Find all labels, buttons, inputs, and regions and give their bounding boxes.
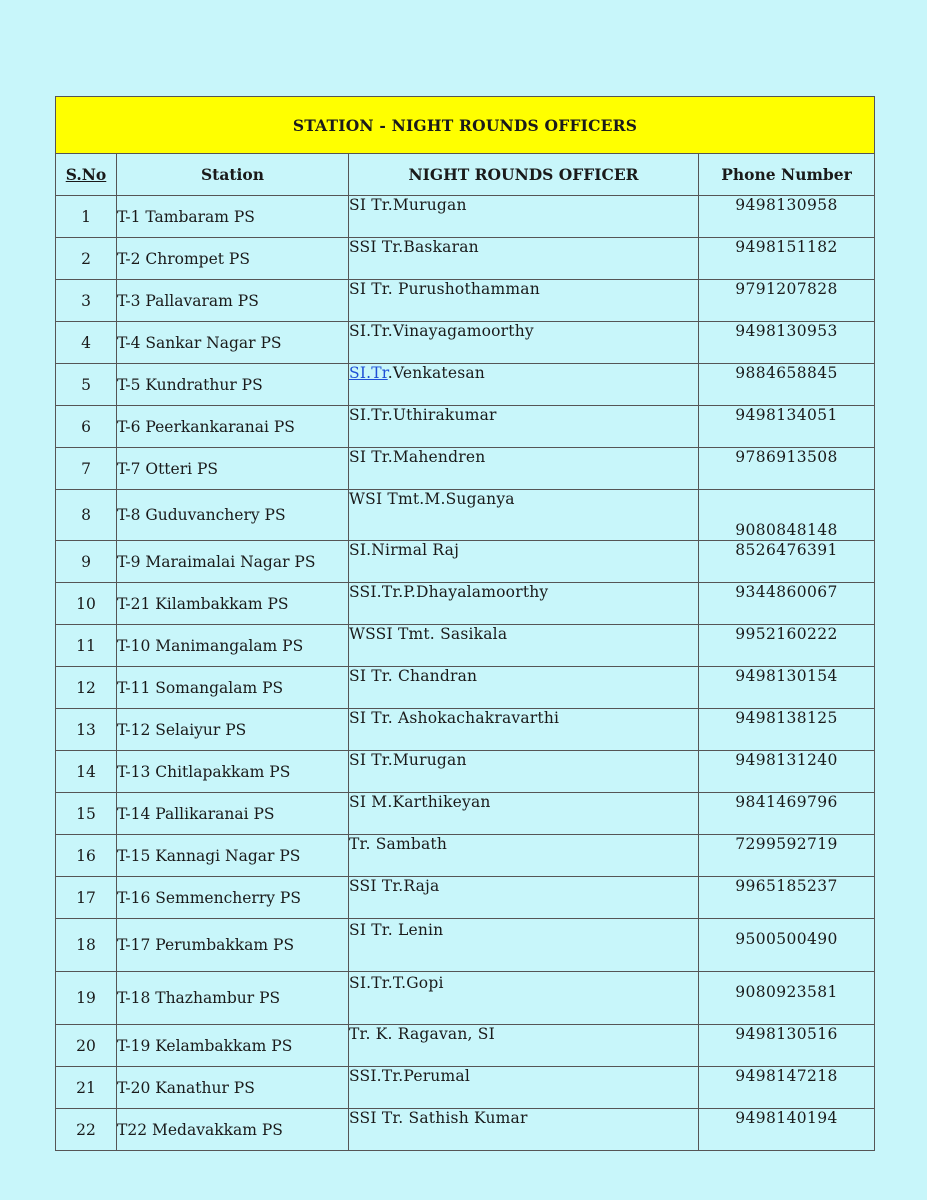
row-sno: 4: [56, 322, 117, 364]
column-header-phone: Phone Number: [699, 154, 875, 196]
row-sno: 7: [56, 448, 117, 490]
row-station: T-10 Manimangalam PS: [117, 625, 349, 667]
row-station: T-17 Perumbakkam PS: [117, 919, 349, 972]
row-station: T-12 Selaiyur PS: [117, 709, 349, 751]
row-phone: 9884658845: [699, 364, 875, 406]
row-sno: 3: [56, 280, 117, 322]
row-phone: 9498130953: [699, 322, 875, 364]
table-title: STATION - NIGHT ROUNDS OFFICERS: [56, 97, 875, 154]
table-row: [56, 280, 875, 322]
table-row: [56, 751, 875, 793]
row-sno: 20: [56, 1025, 117, 1067]
table-row: [56, 877, 875, 919]
row-station: T-6 Peerkankaranai PS: [117, 406, 349, 448]
row-officer: SI Tr.Mahendren: [349, 448, 699, 490]
row-phone: 9498138125: [699, 709, 875, 751]
row-phone: 9498130958: [699, 196, 875, 238]
row-phone: 9498130516: [699, 1025, 875, 1067]
row-phone: 9786913508: [699, 448, 875, 490]
row-station: T-11 Somangalam PS: [117, 667, 349, 709]
row-phone: 9498151182: [699, 238, 875, 280]
row-sno: 16: [56, 835, 117, 877]
row-officer: SI M.Karthikeyan: [349, 793, 699, 835]
row-officer: WSSI Tmt. Sasikala: [349, 625, 699, 667]
table-row: [56, 406, 875, 448]
row-phone: 7299592719: [699, 835, 875, 877]
table-row: [56, 835, 875, 877]
row-station: T-15 Kannagi Nagar PS: [117, 835, 349, 877]
row-officer: Tr. K. Ragavan, SI: [349, 1025, 699, 1067]
row-station: T-7 Otteri PS: [117, 448, 349, 490]
row-phone: 9498147218: [699, 1067, 875, 1109]
table-row: [56, 667, 875, 709]
row-station: T-1 Tambaram PS: [117, 196, 349, 238]
table-row: [56, 1109, 875, 1151]
table-row: [56, 238, 875, 280]
row-sno: 2: [56, 238, 117, 280]
row-phone: 9791207828: [699, 280, 875, 322]
row-phone: 8526476391: [699, 541, 875, 583]
row-officer: SI.Nirmal Raj: [349, 541, 699, 583]
row-station: T-19 Kelambakkam PS: [117, 1025, 349, 1067]
table-row: [56, 1025, 875, 1067]
column-header-station: Station: [117, 154, 349, 196]
row-station: T-3 Pallavaram PS: [117, 280, 349, 322]
row-sno: 12: [56, 667, 117, 709]
row-phone: 9498140194: [699, 1109, 875, 1151]
table-row: [56, 196, 875, 238]
row-station: T-5 Kundrathur PS: [117, 364, 349, 406]
row-station: T-2 Chrompet PS: [117, 238, 349, 280]
row-sno: 13: [56, 709, 117, 751]
row-phone: 9498131240: [699, 751, 875, 793]
row-phone: 9952160222: [699, 625, 875, 667]
row-station: T-18 Thazhambur PS: [117, 972, 349, 1025]
row-officer: SI.Tr.Uthirakumar: [349, 406, 699, 448]
row-sno: 17: [56, 877, 117, 919]
row-officer: SSI.Tr.Perumal: [349, 1067, 699, 1109]
table-row: [56, 972, 875, 1025]
table-row: [56, 625, 875, 667]
row-officer: SI Tr. Purushothamman: [349, 280, 699, 322]
row-sno: 9: [56, 541, 117, 583]
table-row: [56, 448, 875, 490]
table-row: [56, 541, 875, 583]
row-officer: SI Tr. Ashokachakravarthi: [349, 709, 699, 751]
row-sno: 1: [56, 196, 117, 238]
row-officer: SSI.Tr.P.Dhayalamoorthy: [349, 583, 699, 625]
table-row: [56, 793, 875, 835]
row-officer: SSI Tr.Baskaran: [349, 238, 699, 280]
table-row: [56, 709, 875, 751]
row-station: T22 Medavakkam PS: [117, 1109, 349, 1151]
row-station: T-20 Kanathur PS: [117, 1067, 349, 1109]
row-phone: 9498130154: [699, 667, 875, 709]
row-phone: 9498134051: [699, 406, 875, 448]
row-phone: 9841469796: [699, 793, 875, 835]
row-station: T-8 Guduvanchery PS: [117, 490, 349, 541]
row-phone: 9965185237: [699, 877, 875, 919]
row-officer: SSI Tr. Sathish Kumar: [349, 1109, 699, 1151]
row-sno: 10: [56, 583, 117, 625]
row-sno: 22: [56, 1109, 117, 1151]
row-phone: 9080923581: [699, 972, 875, 1025]
row-sno: 5: [56, 364, 117, 406]
header-row: [56, 154, 875, 196]
table-row: [56, 919, 875, 972]
column-header-officer: NIGHT ROUNDS OFFICER: [349, 154, 699, 196]
row-sno: 11: [56, 625, 117, 667]
table-row: [56, 1067, 875, 1109]
table-row: [56, 364, 875, 406]
column-header-sno: S.No: [56, 154, 117, 196]
row-station: T-21 Kilambakkam PS: [117, 583, 349, 625]
row-phone: 9344860067: [699, 583, 875, 625]
row-officer: SI Tr. Chandran: [349, 667, 699, 709]
row-station: T-14 Pallikaranai PS: [117, 793, 349, 835]
row-officer: SI.Tr.Vinayagamoorthy: [349, 322, 699, 364]
row-station: T-16 Semmencherry PS: [117, 877, 349, 919]
row-station: T-9 Maraimalai Nagar PS: [117, 541, 349, 583]
row-sno: 8: [56, 490, 117, 541]
table-row: [56, 583, 875, 625]
row-officer: SI Tr.Murugan: [349, 196, 699, 238]
row-officer: SI Tr.Murugan: [349, 751, 699, 793]
row-sno: 21: [56, 1067, 117, 1109]
row-sno: 6: [56, 406, 117, 448]
row-sno: 14: [56, 751, 117, 793]
row-officer: [349, 364, 699, 406]
row-phone: 9500500490: [699, 919, 875, 972]
row-officer: SI Tr. Lenin: [349, 919, 699, 972]
row-phone: 9080848148: [699, 490, 875, 541]
officer-name: .Venkatesan: [387, 364, 485, 382]
row-officer: SI.Tr.T.Gopi: [349, 972, 699, 1025]
table-row: [56, 490, 875, 541]
row-sno: 18: [56, 919, 117, 972]
night-rounds-table: [55, 96, 875, 1151]
row-sno: 15: [56, 793, 117, 835]
row-officer: Tr. Sambath: [349, 835, 699, 877]
table-row: [56, 322, 875, 364]
row-officer: WSI Tmt.M.Suganya: [349, 490, 699, 541]
row-station: T-13 Chitlapakkam PS: [117, 751, 349, 793]
row-sno: 19: [56, 972, 117, 1025]
row-officer: SSI Tr.Raja: [349, 877, 699, 919]
row-station: T-4 Sankar Nagar PS: [117, 322, 349, 364]
officer-link[interactable]: SI.Tr: [349, 364, 388, 382]
